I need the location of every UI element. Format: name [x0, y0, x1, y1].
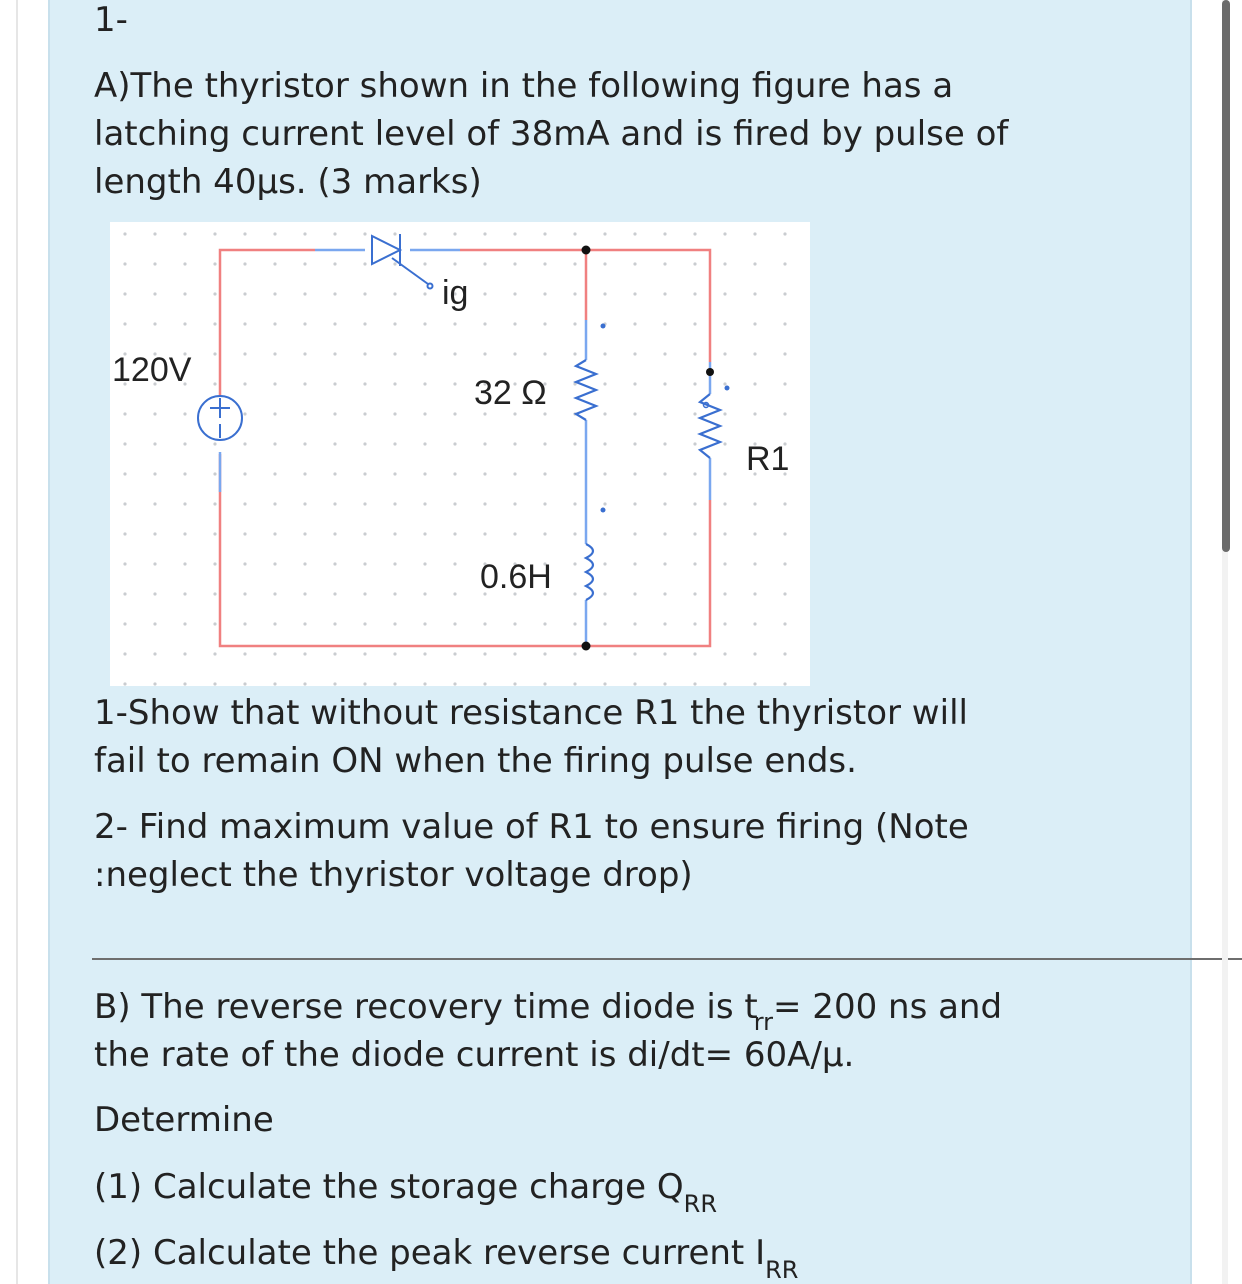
voltage-source-symbol	[198, 396, 242, 440]
resistor-32-ohm-pin	[601, 324, 606, 329]
task-1-text: (1) Calculate the storage charge Q	[94, 1167, 684, 1207]
determine-heading: Determine	[94, 1100, 274, 1140]
r1-label: R1	[746, 440, 790, 478]
sub-question-1-line-2: fail to remain ON when the firing pulse ends.	[94, 741, 857, 781]
part-a-text-line-3: length 40µs. (3 marks)	[94, 162, 482, 202]
gate-current-label: ig	[442, 274, 469, 312]
sub-question-2-line-1: 2- Find maximum value of R1 to ensure firing (Note	[94, 807, 969, 847]
irr-subscript: RR	[765, 1256, 799, 1284]
source-voltage-label: 120V	[112, 351, 192, 389]
task-2-text: (2) Calculate the peak reverse current I	[94, 1233, 766, 1273]
sub-question-1-line-1: 1-Show that without resistance R1 the thyristor will	[94, 693, 968, 733]
circuit-node-bottom	[582, 642, 591, 651]
resistor-r1-pin	[725, 386, 730, 391]
circuit-node-r1	[706, 368, 714, 376]
task-1	[94, 1163, 718, 1218]
qrr-subscript: RR	[683, 1190, 718, 1218]
task-2	[94, 1229, 799, 1284]
part-a-text-line-2: latching current level of 38mA and is fired by pulse of	[94, 114, 1009, 154]
part-b-text-line-2: the rate of the diode current is di/dt= 60A/µ.	[94, 1035, 855, 1075]
section-divider	[92, 958, 1242, 960]
question-number: 1-	[94, 0, 128, 40]
thyristor-circuit-figure	[110, 222, 810, 686]
part-b-line-1-start: B) The reverse recovery time diode is t	[94, 987, 758, 1027]
part-b-line-1-end: = 200 ns and	[773, 987, 1003, 1027]
sub-question-2-line-2: :neglect the thyristor voltage drop)	[94, 855, 693, 895]
part-b-text-line-1	[94, 983, 1002, 1034]
part-a-text-line-1: A)The thyristor shown in the following figure has a	[94, 66, 954, 106]
resistor-32-ohm-label: 32 Ω	[474, 374, 547, 412]
scrollbar-thumb[interactable]	[1222, 0, 1230, 552]
inductor-label: 0.6H	[480, 558, 552, 596]
page-edge	[16, 0, 18, 1284]
circuit-node-top	[582, 246, 591, 255]
inductor-pin	[601, 508, 606, 513]
trr-subscript: rr	[753, 1008, 774, 1036]
